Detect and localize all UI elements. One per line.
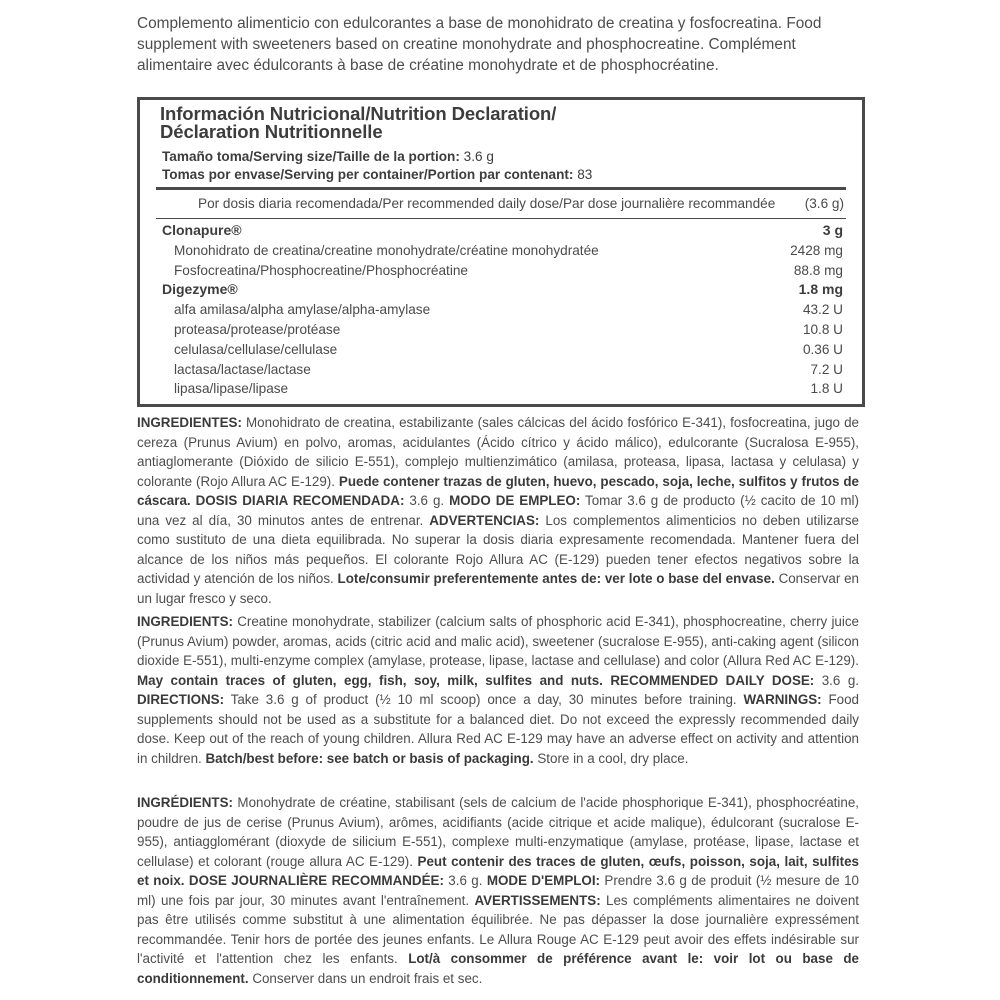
- nutrient-row-creatine: [162, 241, 843, 261]
- serving-size: [162, 148, 592, 166]
- warnings-heading: ADVERTENCIAS:: [429, 512, 540, 528]
- warnings-text: Les compléments alimentaires ne doivent pas être utilisés comme substitut à une alimentation équilibrée. Ne pas dépasser la dose journalière expressément recommandée. Tenir hors de portée des jeunes enfants. Le Allura Rouge AC E-129 peut avoir des effets indésirable sur l'activité et l'attention chez les enfants.: [137, 892, 859, 966]
- nutrient-row-protease: [162, 320, 843, 340]
- nutrient-value: 1.8 U: [810, 381, 843, 397]
- nutrient-label: Fosfocreatina/Phosphocreatine/Phosphocréatine: [174, 262, 468, 278]
- nutrient-row-cellulase: [162, 340, 843, 360]
- dose-heading: DOSE JOURNALIÈRE RECOMMANDÉE:: [184, 873, 444, 888]
- nutrient-value: 88.8 mg: [793, 262, 843, 278]
- nutrient-label: proteasa/protease/protéase: [174, 321, 341, 337]
- nutrient-value: 0.36 U: [802, 341, 843, 357]
- warnings-heading: AVERTISSEMENTS:: [474, 892, 601, 908]
- nutrient-label: Digezyme®: [162, 281, 238, 298]
- allergen-warning: Peut contenir des traces de gluten, œufs, poisson, soja, lait, sulfites et noix.: [137, 853, 859, 888]
- thin-divider: [156, 218, 846, 219]
- allergen-warning: Puede contener trazas de gluten, huevo, pescado, soja, leche, sulfitos y frutos de cáscara.: [137, 473, 859, 508]
- warnings-text: Food supplements should not be used as a substitute for a balanced diet. Do not exceed the expressly recommended daily dose. Keep out of the reach of young children. Allura Red AC E-129 may have an adverse effect on activity and attention in children.: [137, 692, 859, 766]
- ingredients-heading: INGRÉDIENTS:: [137, 795, 233, 810]
- nutrient-row-digezyme: [162, 280, 843, 300]
- serving-size-label: Tamaño toma/Serving size/Taille de la portion:: [162, 149, 460, 164]
- panel-title: [160, 105, 556, 141]
- nutrient-value: 10.8 U: [802, 321, 843, 337]
- nutrient-value: 43.2 U: [802, 302, 843, 318]
- use-text: Prendre 3.6 g de produit (½ mesure de 10 ml) une fois par jour, 30 minutes avant l'entraînement.: [137, 873, 860, 908]
- servings-per-container: [162, 166, 592, 184]
- nutrient-row-lactase: [162, 360, 843, 380]
- lot-heading: Lot/à consommer de préférence avant le: voir lot ou base de conditionnement.: [137, 951, 860, 986]
- nutrient-label: lactasa/lactase/lactase: [174, 361, 311, 377]
- ingredients-heading: INGREDIENTS:: [137, 614, 233, 629]
- warnings-heading: WARNINGS:: [743, 692, 822, 707]
- nutrient-row-phosphocreatine: [162, 261, 843, 281]
- per-dose-header: [198, 196, 844, 211]
- servings-label: Tomas por envase/Serving per container/Portion par contenant:: [162, 167, 574, 182]
- dose-text: 3.6 g.: [814, 672, 859, 688]
- ingredients-heading: INGREDIENTES:: [137, 415, 242, 430]
- nutrition-panel: [137, 97, 865, 407]
- panel-title-line-2: Déclaration Nutritionnelle: [160, 121, 383, 142]
- storage-text: Store in a cool, dry place.: [533, 750, 689, 766]
- storage-text: Conservar en un lugar fresco y seco.: [137, 571, 859, 606]
- nutrient-label: alfa amilasa/alpha amylase/alpha-amylase: [174, 302, 431, 318]
- per-dose-value: (3.6 g): [804, 196, 844, 211]
- product-description: Complemento alimenticio con edulcorantes a base de monohidrato de creatina y fosfocreatina. Food supplement with sweeteners based on creatine monohydrate and phosphocreatine. Complément alimentaire avec édulcorants à base de créatine monohydrate et de phosphocréatine.: [137, 15, 822, 74]
- french-ingredients-paragraph: [137, 793, 859, 988]
- allergen-warning: May contain traces of gluten, egg, fish, soy, milk, sulfites and nuts.: [137, 672, 603, 688]
- lot-heading: Lote/consumir preferentemente antes de: ver lote o base del envase.: [337, 571, 775, 586]
- nutrient-value: 1.8 mg: [798, 281, 843, 298]
- nutrient-label: Clonapure®: [162, 222, 242, 238]
- dose-text: 3.6 g.: [443, 873, 487, 888]
- use-text: Tomar 3.6 g de producto (½ cacito de 10 ml) una vez al día, 30 minutos antes de entrenar.: [137, 493, 859, 528]
- servings-value: 83: [577, 167, 593, 182]
- dose-heading: RECOMMENDED DAILY DOSE:: [602, 672, 815, 688]
- lot-heading: Batch/best before: see batch or basis of packaging.: [205, 750, 534, 766]
- per-dose-label: Por dosis diaria recomendada/Per recommended daily dose/Par dose journalière recommandée: [198, 196, 776, 211]
- spanish-ingredients-paragraph: [137, 413, 859, 608]
- nutrient-row-clonapure: [162, 221, 843, 241]
- warnings-text: Los complementos alimenticios no deben utilizarse como sustituto de una dieta equilibrada. No superar la dosis diaria expresamente recomendada. Mantener fuera del alcance de los niños más pequeños. El colorante Rojo Allura AC (E-129) pueden tener efectos negativos sobre la actividad y atención de los niños.: [137, 512, 859, 586]
- use-heading: MODE D'EMPLOI:: [486, 873, 601, 888]
- serving-size-value: 3.6 g: [463, 149, 494, 164]
- dose-heading: DOSIS DIARIA RECOMENDADA:: [190, 493, 405, 508]
- nutrient-value: 7.2 U: [810, 361, 843, 377]
- nutrient-row-lipase: [162, 379, 843, 399]
- nutrient-value: 3 g: [822, 222, 843, 238]
- panel-title-line-1: Información Nutricional/Nutrition Declaration/: [160, 103, 557, 124]
- storage-text: Conserver dans un endroit frais et sec.: [248, 970, 483, 986]
- nutrient-rows: [162, 221, 843, 399]
- use-heading: MODO DE EMPLEO:: [449, 493, 581, 508]
- nutrient-value: 2428 mg: [790, 242, 843, 258]
- ingredients-text: Monohydrate de créatine, stabilisant (sels de calcium de l'acide phosphorique E-341), phosphocréatine, poudre de jus de cerise (Prunus Avium), arômes, acidifiants (acide citrique et acide malique), édulcorant (sucralose E-955), antiagglomérant (dioxyde de silicium E-551), complexe multi-enzymatique (amylase, protéase, lipase, lactase et cellulase) et colorant (rouge allura AC E-129).: [137, 795, 859, 869]
- english-ingredients-paragraph: [137, 612, 859, 768]
- nutrient-label: Monohidrato de creatina/creatine monohydrate/créatine monohydratée: [174, 242, 599, 258]
- nutrient-row-amylase: [162, 300, 843, 320]
- serving-info: [162, 148, 592, 184]
- ingredients-text: Creatine monohydrate, stabilizer (calcium salts of phosphoric acid E-341), phosphocreatine, cherry juice (Prunus Avium) powder, aromas, acids (citric acid and malic acid), sweetener (sucralose E-955), anti-caking agent (silicon dioxide E-551), multi-enzyme complex (amylase, protease, lipase, lactase and cellulase) and color (Allura Red AC E-129).: [137, 614, 859, 668]
- nutrient-label: lipasa/lipase/lipase: [174, 381, 289, 397]
- use-heading: DIRECTIONS:: [137, 692, 225, 707]
- ingredients-text: Monohidrato de creatina, estabilizante (sales cálcicas del ácido fosfórico E-341), fosfocreatina, jugo de cereza (Prunus Avium) en polvo, aromas, acidulantes (Ácido cítrico y ácido málico), edulcorante (Sucralosa E-955), antiaglomerante (Dióxido de silicio E-551), complejo multienzimático (amilasa, proteasa, lipasa, lactasa y celulasa) y colorante (Rojo Allura AC E-129).: [137, 415, 859, 489]
- dose-text: 3.6 g.: [404, 493, 450, 508]
- nutrient-label: celulasa/cellulase/cellulase: [174, 341, 338, 357]
- thick-divider: [156, 187, 846, 190]
- use-text: Take 3.6 g of product (½ 10 ml scoop) once a day, 30 minutes before training.: [224, 692, 744, 707]
